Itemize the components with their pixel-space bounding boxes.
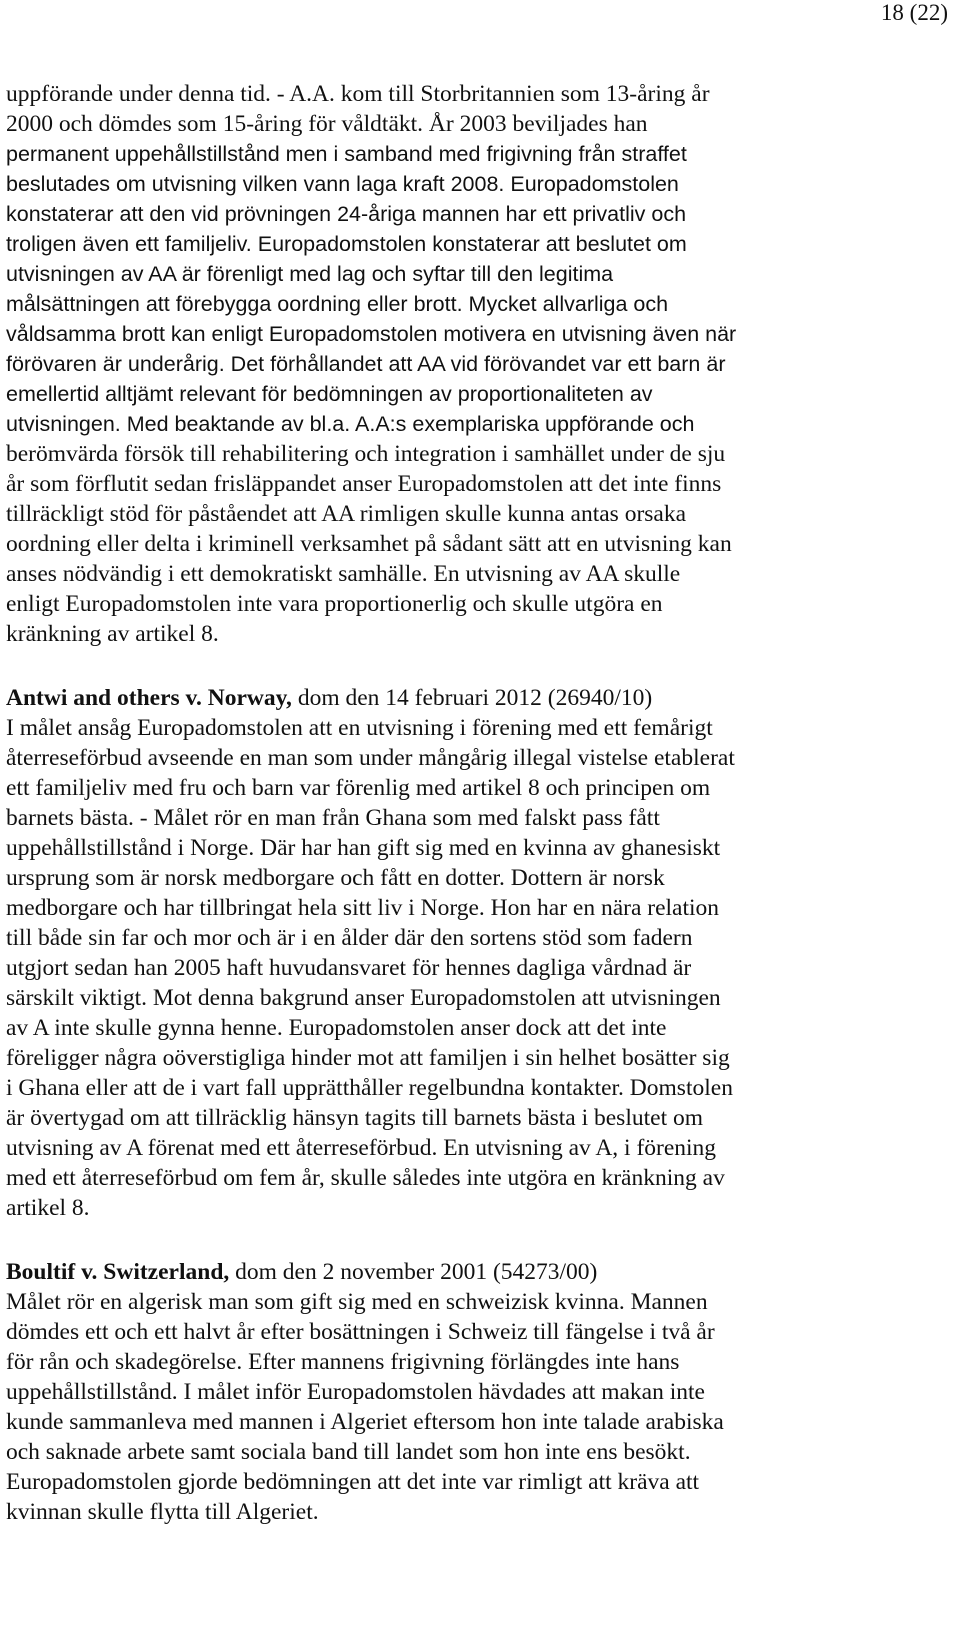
text-line: för rån och skadegörelse. Efter mannens frigivning förlängdes inte hans xyxy=(6,1349,680,1375)
text-line: målsättningen att förebygga oordning eller brott. Mycket allvarliga och xyxy=(6,292,669,316)
case-meta: dom den 2 november 2001 (54273/00) xyxy=(229,1259,598,1285)
text-line: uppehållstillstånd. I målet inför Europadomstolen hävdades att makan inte xyxy=(6,1379,705,1405)
page-number: 18 (22) xyxy=(880,0,948,25)
case-heading xyxy=(6,1257,956,1287)
text-line: kvinnan skulle flytta till Algeriet. xyxy=(6,1499,319,1525)
text-line: 2000 och dömdes som 15-åring för våldtäkt. År 2003 beviljades han xyxy=(6,111,648,137)
case-boultif xyxy=(6,1257,956,1527)
text-line: I målet ansåg Europadomstolen att en utvisning i förening med ett femårigt xyxy=(6,715,713,741)
text-line: berömvärda försök till rehabilitering och integration i samhället under de sju xyxy=(6,441,726,467)
text-line: av A inte skulle gynna henne. Europadomstolen anser dock att det inte xyxy=(6,1015,667,1041)
text-line: förövaren är underårig. Det förhållandet att AA vid förövandet var ett barn är xyxy=(6,352,726,376)
text-line: återreseförbud avseende en man som under mångårig illegal vistelse etablerat xyxy=(6,745,735,771)
case-title: Antwi and others v. Norway, xyxy=(6,685,292,711)
text-line: Målet rör en algerisk man som gift sig med en schweizisk kvinna. Mannen xyxy=(6,1289,708,1315)
text-line: oordning eller delta i kriminell verksamhet på sådant sätt att en utvisning kan xyxy=(6,531,732,557)
text-line: anses nödvändig i ett demokratiskt samhälle. En utvisning av AA skulle xyxy=(6,561,681,587)
text-line: till både sin far och mor och är i en ålder där den sortens stöd som fadern xyxy=(6,925,693,951)
text-line: permanent uppehållstillstånd men i samband med frigivning från straffet xyxy=(6,142,687,166)
text-line: medborgare och har tillbringat hela sitt liv i Norge. Hon har en nära relation xyxy=(6,895,720,921)
text-line: tillräckligt stöd för påståendet att AA rimligen skulle kunna antas orsaka xyxy=(6,501,687,527)
text-line: uppehållstillstånd i Norge. Där har han gift sig med en kvinna av ghanesiskt xyxy=(6,835,721,861)
text-line: utvisning av A förenat med ett återreseförbud. En utvisning av A, i förening xyxy=(6,1135,717,1161)
case-heading xyxy=(6,683,956,713)
document-body xyxy=(6,79,956,1527)
text-line: barnets bästa. - Målet rör en man från Ghana som med falskt pass fått xyxy=(6,805,660,831)
text-line: uppförande under denna tid. - A.A. kom till Storbritannien som 13-åring år xyxy=(6,81,710,107)
paragraph-gap xyxy=(6,649,956,683)
text-line: kunde sammanleva med mannen i Algeriet eftersom hon inte talade arabiska xyxy=(6,1409,724,1435)
text-line: troligen även ett familjeliv. Europadomstolen konstaterar att beslutet om xyxy=(6,232,687,256)
text-line: föreligger några oöverstigliga hinder mot att familjen i sin helhet bosätter sig xyxy=(6,1045,730,1071)
text-line: kränkning av artikel 8. xyxy=(6,621,219,647)
text-line: beslutades om utvisning vilken vann laga kraft 2008. Europadomstolen xyxy=(6,172,679,196)
paragraph-gap xyxy=(6,1223,956,1257)
text-line: utvisningen. Med beaktande av bl.a. A.A:s exemplariska uppförande och xyxy=(6,412,695,436)
text-line: är övertygad om att tillräcklig hänsyn tagits till barnets bästa i beslutet om xyxy=(6,1105,704,1131)
text-line: med ett återreseförbud om fem år, skulle således inte utgöra en kränkning av xyxy=(6,1165,725,1191)
case-meta: dom den 14 februari 2012 (26940/10) xyxy=(291,685,653,711)
case-antwi xyxy=(6,683,956,1223)
text-line: dömdes ett och ett halvt år efter bosättningen i Schweiz till fängelse i två år xyxy=(6,1319,715,1345)
text-line: i Ghana eller att de i vart fall upprätthåller regelbundna kontakter. Domstolen xyxy=(6,1075,733,1101)
text-line: ursprung som är norsk medborgare och fått en dotter. Dottern är norsk xyxy=(6,865,665,891)
paragraph-case-aa xyxy=(6,79,956,649)
text-line: artikel 8. xyxy=(6,1195,90,1221)
text-line: konstaterar att den vid prövningen 24-åriga mannen har ett privatliv och xyxy=(6,202,687,226)
text-line: särskilt viktigt. Mot denna bakgrund anser Europadomstolen att utvisningen xyxy=(6,985,721,1011)
text-line: utvisningen av AA är förenligt med lag och syftar till den legitima xyxy=(6,262,614,286)
text-line: enligt Europadomstolen inte vara proportionerlig och skulle utgöra en xyxy=(6,591,663,617)
text-line: och saknade arbete samt sociala band till landet som hon inte ens besökt. xyxy=(6,1439,691,1465)
case-title: Boultif v. Switzerland, xyxy=(6,1259,230,1285)
text-line: ett familjeliv med fru och barn var förenlig med artikel 8 och principen om xyxy=(6,775,711,801)
text-line: emellertid alltjämt relevant för bedömningen av proportionaliteten av xyxy=(6,382,653,406)
text-line: våldsamma brott kan enligt Europadomstolen motivera en utvisning även när xyxy=(6,322,737,346)
text-line: utgjort sedan han 2005 haft huvudansvaret för hennes dagliga vårdnad är xyxy=(6,955,692,981)
text-line: år som förflutit sedan frisläppandet anser Europadomstolen att det inte finns xyxy=(6,471,722,497)
text-line: Europadomstolen gjorde bedömningen att det inte var rimligt att kräva att xyxy=(6,1469,700,1495)
